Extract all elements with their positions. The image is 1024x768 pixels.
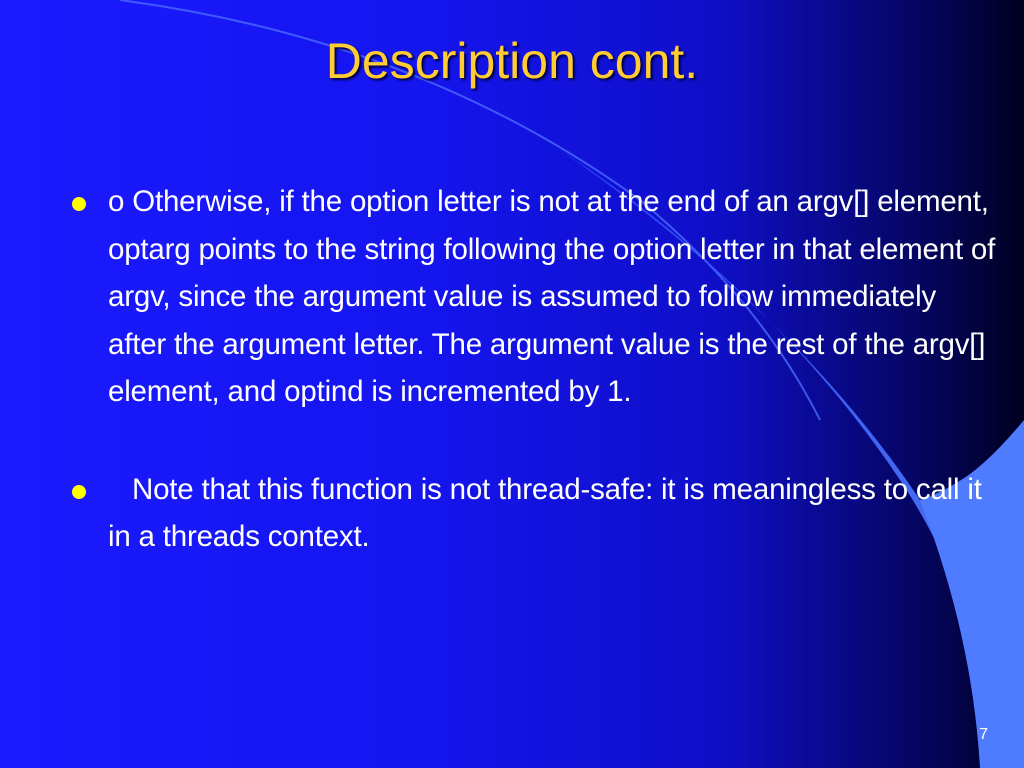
bullet-text: o Otherwise, if the option letter is not at the end of an argv[] element, optarg points to the string following the option letter in that element of argv, since the argument value is assumed to follow immediately after the argument letter. The argument value is the rest of the argv[] element, and optind is incremented by 1. [108,185,996,408]
bullet-dot-icon [72,197,86,211]
bullet-dot-icon [72,485,86,499]
bullet-list [66,178,996,561]
bullet-item-2 [66,466,996,561]
bullet-item-1 [66,178,996,416]
bullet-text: Note that this function is not thread-safe: it is meaningless to call it in a threads context. [108,472,990,553]
slide-title: Description cont. [325,33,699,89]
slide-number: 7 [979,726,988,743]
